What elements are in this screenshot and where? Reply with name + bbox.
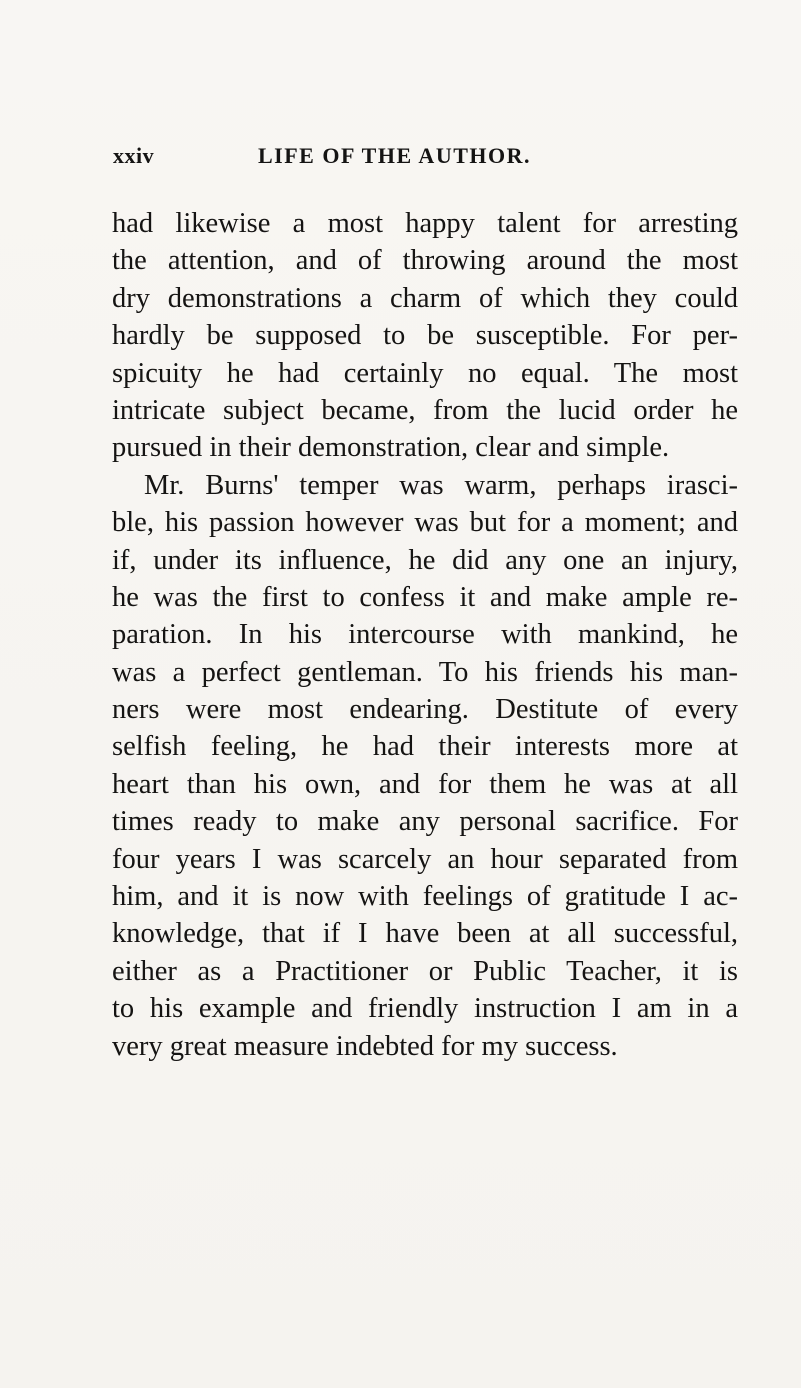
text-line: paration. In his intercourse with mankind, he (112, 619, 738, 651)
text-line: intricate subject became, from the lucid order he (112, 394, 738, 426)
running-head (113, 143, 733, 173)
text-line: he was the first to confess it and make ample re- (112, 581, 738, 613)
text-line: times ready to make any personal sacrifice. For (112, 806, 738, 838)
text-line: him, and it is now with feelings of gratitude I ac- (112, 881, 738, 913)
text-line: was a perfect gentleman. To his friends his man- (112, 656, 738, 688)
text-line: selfish feeling, he had their interests more at (112, 731, 738, 763)
text-line: spicuity he had certainly no equal. The most (112, 357, 738, 389)
text-line: very great measure indebted for my success. (112, 1030, 618, 1062)
text-line: Mr. Burns' temper was warm, perhaps irasci- (144, 469, 738, 501)
text-line: if, under its influence, he did any one an injury, (112, 544, 738, 576)
text-line: pursued in their demonstration, clear and simple. (112, 432, 670, 464)
text-line: the attention, and of throwing around the most (112, 245, 738, 277)
text-line: ble, his passion however was but for a moment; and (112, 507, 738, 539)
text-line: either as a Practitioner or Public Teacher, it is (112, 955, 738, 987)
text-line: heart than his own, and for them he was at all (112, 768, 738, 800)
body-text (112, 205, 738, 1065)
text-line: had likewise a most happy talent for arresting (112, 208, 738, 239)
page-number: xxiv (113, 143, 155, 168)
text-line: four years I was scarcely an hour separated from (112, 843, 738, 875)
text-line: knowledge, that if I have been at all successful, (112, 918, 738, 950)
text-line: to his example and friendly instruction I am in a (112, 993, 738, 1025)
text-line: dry demonstrations a charm of which they could (112, 282, 738, 314)
text-line: ners were most endearing. Destitute of every (112, 694, 738, 726)
running-title: LIFE OF THE AUTHOR. (258, 143, 531, 168)
text-line: hardly be supposed to be susceptible. For per- (112, 320, 738, 352)
